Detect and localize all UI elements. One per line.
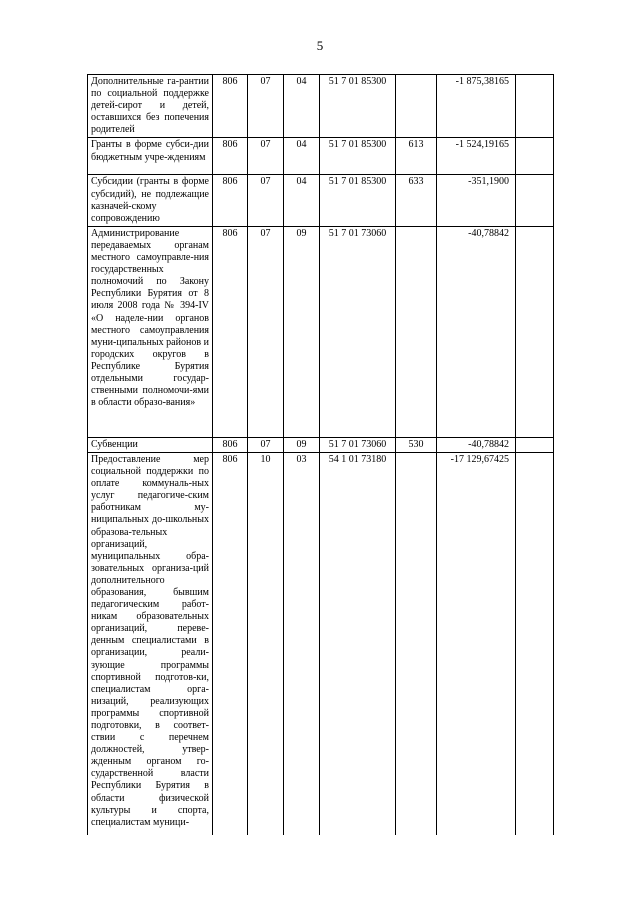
- amount: -351,1900: [437, 175, 516, 226]
- extra-cell: [516, 452, 554, 835]
- target-article-code: 51 7 01 73060: [320, 226, 396, 437]
- ministry-code: 806: [213, 437, 248, 452]
- target-article-code: 51 7 01 85300: [320, 138, 396, 175]
- expense-type-code: [396, 452, 437, 835]
- expense-type-code: 613: [396, 138, 437, 175]
- extra-cell: [516, 226, 554, 437]
- table-row: [88, 175, 554, 226]
- table-row: [88, 138, 554, 175]
- table-row: [88, 437, 554, 452]
- section-code: 07: [248, 226, 284, 437]
- ministry-code: 806: [213, 175, 248, 226]
- row-name: Администрирование передаваемых органам местного самоуправле-ния государственных полномочий по Закону Республики Бурятия от 8 июля 2008 года № 394-IV «О наделе-нии органов местного самоуправления муни-ципальных районов и городских округов в Республике Бурятия отдельными государ-ственными полномочи-ями в области образо-вания»: [88, 226, 213, 437]
- ministry-code: 806: [213, 75, 248, 138]
- subsection-code: 04: [284, 175, 320, 226]
- subsection-code: 04: [284, 75, 320, 138]
- amount: -40,78842: [437, 437, 516, 452]
- amount: -1 875,38165: [437, 75, 516, 138]
- section-code: 07: [248, 437, 284, 452]
- subsection-code: 09: [284, 437, 320, 452]
- section-code: 07: [248, 75, 284, 138]
- expense-type-code: 530: [396, 437, 437, 452]
- table-row: [88, 452, 554, 835]
- expense-type-code: [396, 226, 437, 437]
- row-name: Субсидии (гранты в форме субсидий), не подлежащие казначей-скому сопровождению: [88, 175, 213, 226]
- amount: -1 524,19165: [437, 138, 516, 175]
- amount: -17 129,67425: [437, 452, 516, 835]
- target-article-code: 51 7 01 73060: [320, 437, 396, 452]
- budget-table: [87, 74, 554, 835]
- extra-cell: [516, 138, 554, 175]
- row-name: Предоставление мер социальной поддержки по оплате коммуналь-ных услуг педагогиче-ским работникам му-ниципальных до-школьных образова-тельных организаций, муниципальных обра-зовательных организа-ций дополнительного образования, бывшим педагогическим работ-никам образовательных организаций, переве-денным специалистами в организации, реали-зующие программы спортивной подготов-ки, специалистам орга-низаций, реализующих программы спортивной подготовки, в соответ-ствии с перечнем должностей, утвер-жденным органом го-сударственной власти Республики Бурятия в области физической культуры и спорта, специалистам муници-: [88, 452, 213, 835]
- ministry-code: 806: [213, 452, 248, 835]
- row-name: Гранты в форме субси-дии бюджетным учре-ждениям: [88, 138, 213, 175]
- target-article-code: 54 1 01 73180: [320, 452, 396, 835]
- expense-type-code: 633: [396, 175, 437, 226]
- expense-type-code: [396, 75, 437, 138]
- row-name: Дополнительные га-рантии по социальной поддержке детей-сирот и детей, оставшихся без попечения родителей: [88, 75, 213, 138]
- subsection-code: 03: [284, 452, 320, 835]
- target-article-code: 51 7 01 85300: [320, 175, 396, 226]
- row-name: Субвенции: [88, 437, 213, 452]
- subsection-code: 04: [284, 138, 320, 175]
- amount: -40,78842: [437, 226, 516, 437]
- section-code: 07: [248, 175, 284, 226]
- table-row: [88, 75, 554, 138]
- ministry-code: 806: [213, 138, 248, 175]
- subsection-code: 09: [284, 226, 320, 437]
- extra-cell: [516, 175, 554, 226]
- section-code: 10: [248, 452, 284, 835]
- target-article-code: 51 7 01 85300: [320, 75, 396, 138]
- section-code: 07: [248, 138, 284, 175]
- ministry-code: 806: [213, 226, 248, 437]
- table-row: [88, 226, 554, 437]
- extra-cell: [516, 75, 554, 138]
- extra-cell: [516, 437, 554, 452]
- page-number: 5: [316, 38, 324, 53]
